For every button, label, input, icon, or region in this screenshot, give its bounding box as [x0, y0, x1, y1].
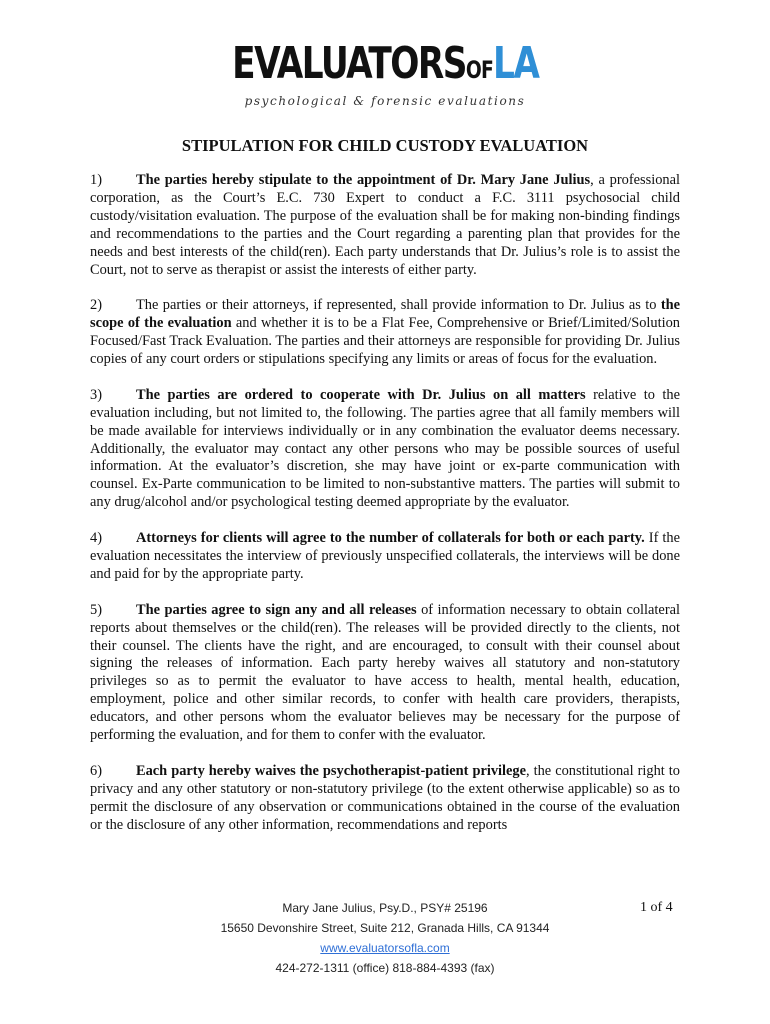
paragraph-number: 1)	[90, 172, 102, 188]
document-body	[90, 172, 680, 852]
paragraph-2	[90, 297, 680, 369]
paragraph-number: 4)	[90, 530, 102, 547]
paragraph-text: and whether it is to be a Flat Fee, Comprehensive or Brief/Limited/Solution Focused/Fast Track Evaluation. The parties and their attorneys are responsible for providing Dr. Julius copies of any court orders or stipulations specifying any limits or areas of focus for the evaluation.	[90, 315, 680, 368]
footer-phones: 424-272-1311 (office) 818-884-4393 (fax)	[275, 961, 495, 975]
paragraph-text: of information necessary to obtain collateral reports about themselves or the child(ren). The releases will be provided directly to the clients, not their counsel. The clients have the right, and are encouraged, to consult with their counsel about signing the releases of information. Each party hereby waives all statutory and non-statutory privileges so as to permit the evaluator to have access to health, mental health, education, employment, police and other similar records, to confer with health care providers, therapists, educators, and other persons whom the evaluator believes may be necessary for the purpose of performing the evaluation, and for them to confer with the evaluator.	[90, 601, 680, 744]
logo-tagline: psychological & forensic evaluations	[244, 94, 526, 108]
paragraph-bold-text: The parties are ordered to cooperate with Dr. Julius on all matters	[136, 386, 586, 403]
paragraph-6	[90, 763, 680, 835]
paragraph-bold-text: the scope of the evaluation	[90, 297, 680, 332]
paragraph-bold-text: Attorneys for clients will agree to the number of collaterals for both or each party.	[136, 530, 645, 547]
paragraph-3	[90, 387, 680, 512]
logo-of: OF	[465, 56, 493, 84]
paragraph-text: , the constitutional right to privacy and any other statutory or non-statutory privilege (to the extent otherwise applicable) so as to permit the disclosure of any observation or communications obtained in the course of the evaluation or the disclosure of any other information, recommendations and reports	[90, 762, 680, 833]
page-number: 1 of 4	[640, 900, 673, 915]
document-title: STIPULATION FOR CHILD CUSTODY EVALUATION	[181, 136, 589, 155]
paragraph-number: 3)	[90, 386, 102, 403]
logo-evaluators: EVALUATORS	[231, 38, 466, 89]
paragraph-5	[90, 602, 680, 745]
logo	[0, 38, 770, 108]
paragraph-text: If the evaluation necessitates the interview of previously unspecified collaterals, the interviews will be done and paid for by the appropriate party.	[90, 530, 680, 582]
paragraph-bold-text: The parties agree to sign any and all releases	[136, 601, 417, 618]
footer-address: 15650 Devonshire Street, Suite 212, Granada Hills, CA 91344	[220, 921, 550, 935]
paragraph-text: relative to the evaluation including, but not limited to, the following. The parties agree that all family members will be made available for interviews individually or in any combination the evaluator deems necessary. Additionally, the evaluator may contact any other persons who may be possible sources of useful information. At the evaluator’s discretion, she may have joint or ex-parte communication with counsel. Ex-Parte communication to be limited to non-substantive matters. The parties will submit to any drug/alcohol and/or psychological testing deemed appropriate by the evaluator.	[90, 386, 681, 511]
website-link[interactable]: www.evaluatorsofla.com	[320, 941, 450, 955]
paragraph-number: 5)	[90, 601, 102, 618]
logo-la: LA	[492, 38, 539, 89]
paragraph-bold-text: Each party hereby waives the psychotherapist-patient privilege	[136, 762, 526, 779]
paragraph-bold-text: The parties hereby stipulate to the appointment of Dr. Mary Jane Julius	[136, 172, 591, 188]
logo-wordmark	[232, 40, 538, 94]
paragraph-text: , a professional corporation, as the Court’s E.C. 730 Expert to conduct a F.C. 3111 psychosocial child custody/visitation evaluation. The purpose of the evaluation shall be for making non-binding findings and recommendations to the parties and the Court regarding a parenting plan that provides for the needs and best interests of the child(ren). Each party understands that Dr. Julius’s role is to assist the Court, not to serve as therapist or assist the interests of either party.	[90, 172, 680, 278]
paragraph-number: 2)	[90, 297, 102, 314]
paragraph-text-pre: The parties or their attorneys, if represented, shall provide information to Dr. Julius as to	[136, 297, 661, 314]
paragraph-number: 6)	[90, 762, 102, 779]
paragraph-4	[90, 530, 680, 584]
footer-name-license: Mary Jane Julius, Psy.D., PSY# 25196	[282, 901, 488, 915]
paragraph-1	[90, 172, 680, 279]
